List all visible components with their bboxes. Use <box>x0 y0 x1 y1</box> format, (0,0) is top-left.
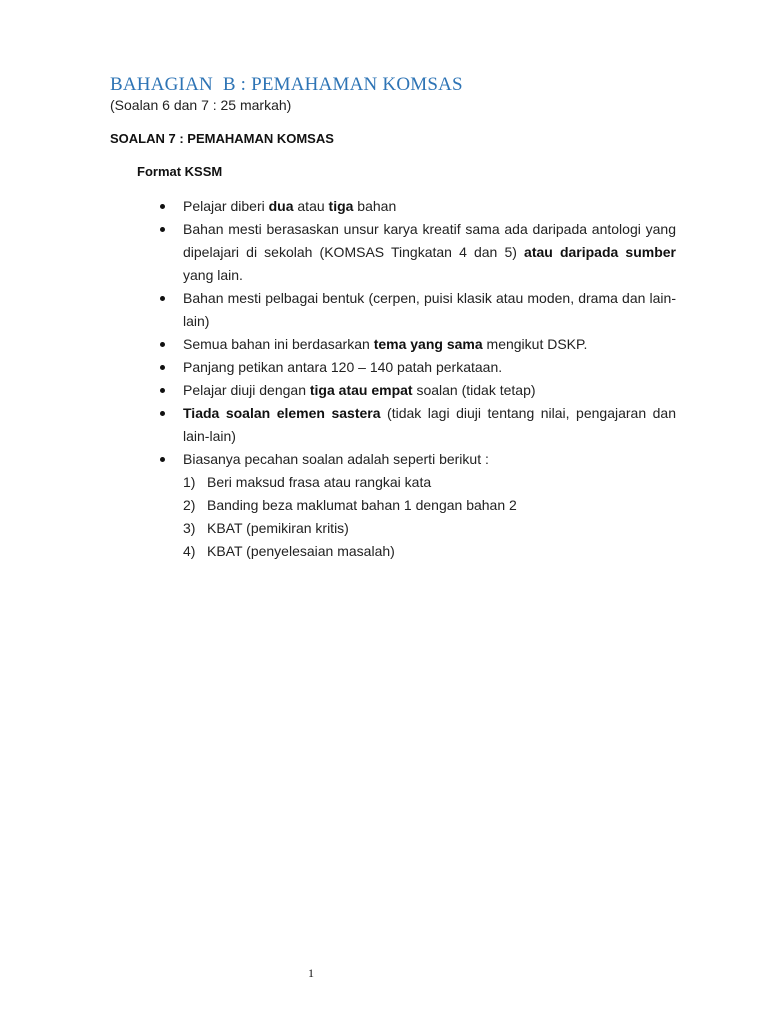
bullet-icon <box>160 227 165 232</box>
bullet-bold-text: atau daripada sumber <box>524 244 677 260</box>
bullet-text: bahan <box>353 198 397 214</box>
bullet-bold-text: Tiada soalan elemen sastera <box>183 405 381 421</box>
bullet-bold-text: dua <box>268 198 294 214</box>
numbered-item <box>183 471 676 494</box>
bullet-icon <box>160 388 165 393</box>
bullet-text: soalan (tidak tetap) <box>412 382 536 398</box>
bullet-text: Pelajar diberi <box>183 198 269 214</box>
item-number: 4) <box>183 543 196 559</box>
bullet-text: Pelajar diuji dengan <box>183 382 310 398</box>
item-number: 2) <box>183 497 196 513</box>
numbered-item <box>183 540 676 563</box>
bullet-text: (tidak lagi diuji tentang nilai, pengajaran dan lain-lain) <box>183 405 676 444</box>
bullet-item <box>160 448 676 563</box>
item-number: 3) <box>183 520 196 536</box>
bullet-icon <box>160 342 165 347</box>
numbered-item <box>183 494 676 517</box>
bullet-icon <box>160 457 165 462</box>
item-text: Beri maksud frasa atau rangkai kata <box>207 474 432 490</box>
bullet-item <box>160 333 676 356</box>
marks-subheading: (Soalan 6 dan 7 : 25 markah) <box>110 97 292 113</box>
numbered-item <box>183 517 676 540</box>
item-text: KBAT (pemikiran kritis) <box>207 520 349 536</box>
bullet-text: Bahan mesti berasaskan unsur karya kreatif sama ada daripada antologi yang dipelajari di sekolah (KOMSAS Tingkatan 4 dan 5) <box>183 221 676 260</box>
bullet-item <box>160 218 676 287</box>
bullet-text: Panjang petikan antara 120 – 140 patah perkataan. <box>183 359 503 375</box>
item-number: 1) <box>183 474 196 490</box>
bullet-bold-text: tiga atau empat <box>309 382 413 398</box>
bullet-icon <box>160 365 165 370</box>
bullet-text: atau <box>293 198 329 214</box>
bullet-text: Semua bahan ini berdasarkan <box>183 336 374 352</box>
bullet-icon <box>160 296 165 301</box>
format-bullet-list <box>160 195 676 563</box>
bullet-item <box>160 379 676 402</box>
bullet-bold-text: tema yang sama <box>373 336 483 352</box>
bullet-icon <box>160 204 165 209</box>
bullet-item <box>160 287 676 333</box>
bullet-text: Biasanya pecahan soalan adalah seperti berikut : <box>183 451 489 467</box>
bullet-item <box>160 356 676 379</box>
bullet-text: Bahan mesti pelbagai bentuk (cerpen, puisi klasik atau moden, drama dan lain-lain) <box>183 290 676 329</box>
question-title: SOALAN 7 : PEMAHAMAN KOMSAS <box>110 131 334 146</box>
item-text: KBAT (penyelesaian masalah) <box>207 543 395 559</box>
bullet-item <box>160 195 676 218</box>
bullet-bold-text: tiga <box>328 198 354 214</box>
format-title: Format KSSM <box>137 164 223 179</box>
bullet-text: yang lain. <box>183 267 243 283</box>
bullet-text: mengikut DSKP. <box>482 336 588 352</box>
bullet-icon <box>160 411 165 416</box>
bullet-item <box>160 402 676 448</box>
item-text: Banding beza maklumat bahan 1 dengan bahan 2 <box>207 497 517 513</box>
question-breakdown-list <box>183 471 676 563</box>
section-heading: BAHAGIAN B : PEMAHAMAN KOMSAS <box>110 74 463 95</box>
page-number: 1 <box>308 966 314 980</box>
